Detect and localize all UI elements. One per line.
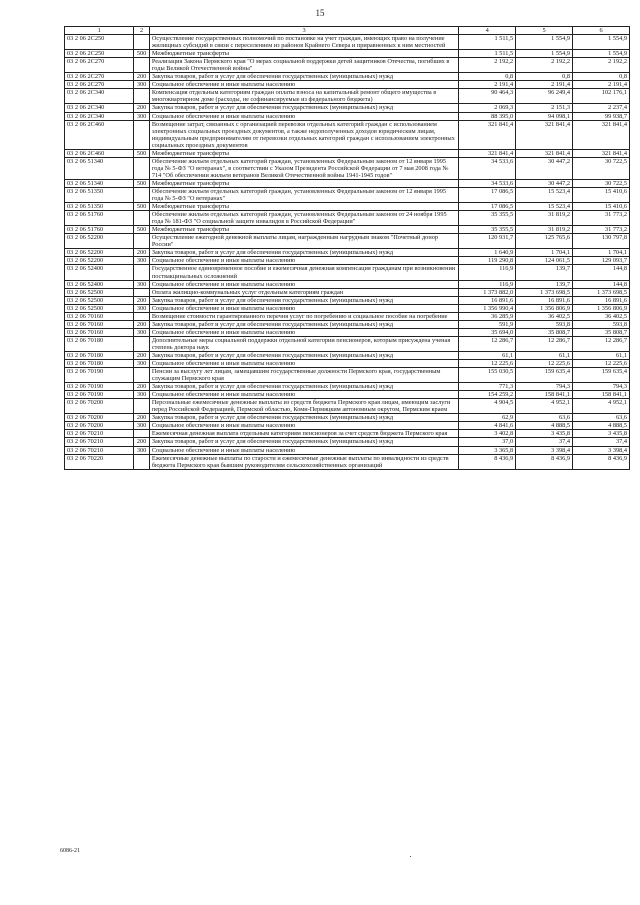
- cell-code: 03 2 06 52500: [65, 296, 134, 304]
- table-header-row: [65, 27, 630, 35]
- cell-name: Межбюджетные трансферты: [149, 50, 458, 58]
- cell-value-year3: 15 410,6: [573, 187, 630, 202]
- cell-expense-type: [134, 35, 150, 50]
- cell-value-year1: 120 931,7: [459, 234, 516, 249]
- cell-value-year1: 17 086,5: [459, 203, 516, 211]
- cell-value-year3: 1 554,9: [573, 50, 630, 58]
- cell-value-year2: 12 286,7: [516, 336, 573, 351]
- cell-code: 03 2 06 2C250: [65, 50, 134, 58]
- cell-name: Социальное обеспечение и иные выплаты населению: [149, 360, 458, 368]
- cell-value-year2: 1 373 698,5: [516, 288, 573, 296]
- cell-value-year1: 37,0: [459, 438, 516, 446]
- cell-value-year1: 36 285,9: [459, 312, 516, 320]
- cell-value-year3: 158 841,1: [573, 391, 630, 399]
- cell-name: Осуществление ежегодной денежной выплаты лицам, награжденным нагрудным знаком "Почетный донор России": [149, 234, 458, 249]
- cell-value-year3: 36 402,5: [573, 312, 630, 320]
- cell-name: Осуществление государственных полномочий по постановке на учет граждан, имеющих право на получение жилищных субсидий в связи с переселением из районов Крайнего Севера и приравненных к ним местностей: [149, 35, 458, 50]
- cell-code: 03 2 06 70220: [65, 454, 134, 469]
- cell-value-year3: 1 373 698,5: [573, 288, 630, 296]
- cell-value-year3: 2 191,4: [573, 81, 630, 89]
- cell-value-year3: 2 192,2: [573, 58, 630, 73]
- cell-value-year1: 34 533,6: [459, 179, 516, 187]
- cell-value-year2: 15 523,4: [516, 203, 573, 211]
- cell-expense-type: 200: [134, 351, 150, 359]
- table-row: [65, 149, 630, 157]
- cell-expense-type: 300: [134, 446, 150, 454]
- header-col-2: 2: [134, 27, 150, 35]
- cell-value-year2: 31 819,2: [516, 211, 573, 226]
- cell-name: Дополнительные меры социальной поддержки отдельной категории пенсионеров, которым присуждена ученая степень доктора наук: [149, 336, 458, 351]
- table-row: [65, 430, 630, 438]
- cell-expense-type: 300: [134, 391, 150, 399]
- cell-value-year3: 99 938,7: [573, 112, 630, 120]
- cell-expense-type: [134, 368, 150, 383]
- cell-value-year2: 4 952,1: [516, 399, 573, 414]
- cell-name: Обеспечение жильем отдельных категорий граждан, установленных Федеральным законом от 24 ноября 1995 года № 181-ФЗ "О социальной защите инвалидов в Российской Федерации": [149, 211, 458, 226]
- cell-value-year3: 2 237,4: [573, 104, 630, 112]
- cell-expense-type: 200: [134, 414, 150, 422]
- cell-name: Обеспечение жильем отдельных категорий граждан, установленных Федеральным законом от 12 января 1995 года № 5-ФЗ "О ветеранах": [149, 187, 458, 202]
- cell-value-year3: 4 888,5: [573, 422, 630, 430]
- cell-value-year1: 34 533,6: [459, 157, 516, 179]
- cell-value-year1: 61,1: [459, 351, 516, 359]
- cell-name: Закупка товаров, работ и услуг для обеспечения государственных (муниципальных) нужд: [149, 249, 458, 257]
- cell-value-year2: 63,6: [516, 414, 573, 422]
- cell-name: Реализация Закона Пермского края "О мерах социальной поддержки детей защитников Отечества, погибших в годы Великой Отечественной войны": [149, 58, 458, 73]
- cell-value-year1: 155 030,5: [459, 368, 516, 383]
- table-row: [65, 351, 630, 359]
- cell-code: 03 2 06 2C270: [65, 58, 134, 73]
- cell-value-year1: 1 640,9: [459, 249, 516, 257]
- cell-code: 03 2 06 2C270: [65, 81, 134, 89]
- table-row: [65, 226, 630, 234]
- cell-value-year1: 321 841,4: [459, 149, 516, 157]
- table-row: [65, 438, 630, 446]
- cell-expense-type: [134, 187, 150, 202]
- table-row: [65, 399, 630, 414]
- cell-name: Социальное обеспечение и иные выплаты населению: [149, 81, 458, 89]
- cell-value-year1: 17 086,5: [459, 187, 516, 202]
- cell-value-year1: 16 891,6: [459, 296, 516, 304]
- cell-value-year2: 8 436,9: [516, 454, 573, 469]
- table-row: [65, 360, 630, 368]
- cell-name: Закупка товаров, работ и услуг для обеспечения государственных (муниципальных) нужд: [149, 383, 458, 391]
- table-row: [65, 81, 630, 89]
- header-col-6: 6: [573, 27, 630, 35]
- cell-name: Социальное обеспечение и иные выплаты населению: [149, 304, 458, 312]
- cell-value-year3: 4 952,1: [573, 399, 630, 414]
- cell-value-year2: 2 151,3: [516, 104, 573, 112]
- cell-name: Социальное обеспечение и иные выплаты населению: [149, 257, 458, 265]
- cell-value-year3: 61,1: [573, 351, 630, 359]
- cell-name: Закупка товаров, работ и услуг для обеспечения государственных (муниципальных) нужд: [149, 414, 458, 422]
- table-row: [65, 179, 630, 187]
- footer-mark: 6086-21: [60, 848, 80, 854]
- table-row: [65, 454, 630, 469]
- cell-value-year3: 593,8: [573, 320, 630, 328]
- cell-expense-type: 500: [134, 203, 150, 211]
- cell-expense-type: 200: [134, 249, 150, 257]
- cell-name: Социальное обеспечение и иные выплаты населению: [149, 446, 458, 454]
- cell-value-year3: 37,4: [573, 438, 630, 446]
- table-row: [65, 328, 630, 336]
- cell-expense-type: [134, 399, 150, 414]
- table-body: [65, 35, 630, 470]
- cell-value-year1: 119 290,8: [459, 257, 516, 265]
- cell-name: Пенсии за выслугу лет лицам, замещавшим государственные должности Пермского края, государственным служащим Пермского края: [149, 368, 458, 383]
- cell-expense-type: 300: [134, 257, 150, 265]
- cell-expense-type: [134, 58, 150, 73]
- table-row: [65, 257, 630, 265]
- cell-value-year1: 116,9: [459, 265, 516, 280]
- table-row: [65, 383, 630, 391]
- cell-name: Закупка товаров, работ и услуг для обеспечения государственных (муниципальных) нужд: [149, 351, 458, 359]
- cell-value-year2: 1 554,9: [516, 35, 573, 50]
- cell-value-year2: 15 523,4: [516, 187, 573, 202]
- cell-code: 03 2 06 70180: [65, 336, 134, 351]
- cell-name: Государственное единовременное пособие и ежемесячная денежная компенсация гражданам при возникновении поствакцинальных осложнений: [149, 265, 458, 280]
- cell-value-year1: 2 069,3: [459, 104, 516, 112]
- table-row: [65, 211, 630, 226]
- cell-value-year1: 591,9: [459, 320, 516, 328]
- cell-value-year3: 3 398,4: [573, 446, 630, 454]
- cell-code: 03 2 06 2C340: [65, 104, 134, 112]
- cell-code: 03 2 06 52500: [65, 304, 134, 312]
- cell-code: 03 2 06 52200: [65, 249, 134, 257]
- cell-value-year3: 1 704,1: [573, 249, 630, 257]
- cell-code: 03 2 06 2C460: [65, 120, 134, 149]
- cell-value-year2: 96 249,4: [516, 89, 573, 104]
- cell-value-year3: 30 722,5: [573, 179, 630, 187]
- table-row: [65, 312, 630, 320]
- table-row: [65, 414, 630, 422]
- cell-expense-type: 500: [134, 179, 150, 187]
- cell-name: Персональные ежемесячные денежные выплаты из средств бюджета Пермского края лицам, имеющим заслуги перед Российской Федерацией, Пермской областью, Коми-Пермяцким автономным округом, Пермским краем: [149, 399, 458, 414]
- cell-value-year3: 130 797,8: [573, 234, 630, 249]
- table-row: [65, 391, 630, 399]
- cell-code: 03 2 06 70210: [65, 446, 134, 454]
- cell-value-year1: 8 436,9: [459, 454, 516, 469]
- table-row: [65, 50, 630, 58]
- cell-expense-type: [134, 211, 150, 226]
- cell-code: 03 2 06 2C270: [65, 73, 134, 81]
- cell-code: 03 2 06 51760: [65, 226, 134, 234]
- cell-value-year3: 129 093,7: [573, 257, 630, 265]
- table-row: [65, 120, 630, 149]
- cell-code: 03 2 06 2C340: [65, 112, 134, 120]
- cell-expense-type: 200: [134, 296, 150, 304]
- cell-value-year1: 321 841,4: [459, 120, 516, 149]
- cell-value-year3: 1 356 806,9: [573, 304, 630, 312]
- cell-name: Закупка товаров, работ и услуг для обеспечения государственных (муниципальных) нужд: [149, 296, 458, 304]
- cell-code: 03 2 06 70200: [65, 422, 134, 430]
- cell-code: 03 2 06 51350: [65, 187, 134, 202]
- cell-value-year2: 1 554,9: [516, 50, 573, 58]
- table-row: [65, 58, 630, 73]
- cell-value-year3: 159 635,4: [573, 368, 630, 383]
- cell-value-year1: 1 511,5: [459, 35, 516, 50]
- cell-code: 03 2 06 70190: [65, 383, 134, 391]
- cell-value-year1: 4 841,6: [459, 422, 516, 430]
- cell-value-year2: 1 356 806,9: [516, 304, 573, 312]
- cell-code: 03 2 06 70160: [65, 328, 134, 336]
- cell-value-year3: 0,8: [573, 73, 630, 81]
- cell-value-year3: 1 554,9: [573, 35, 630, 50]
- cell-expense-type: [134, 234, 150, 249]
- cell-code: 03 2 06 51340: [65, 179, 134, 187]
- table-row: [65, 157, 630, 179]
- cell-value-year3: 3 435,8: [573, 430, 630, 438]
- cell-expense-type: [134, 89, 150, 104]
- cell-value-year2: 30 447,2: [516, 157, 573, 179]
- cell-code: 03 2 06 2C460: [65, 149, 134, 157]
- cell-value-year2: 37,4: [516, 438, 573, 446]
- cell-name: Социальное обеспечение и иные выплаты населению: [149, 112, 458, 120]
- cell-expense-type: [134, 430, 150, 438]
- table-row: [65, 336, 630, 351]
- cell-expense-type: [134, 265, 150, 280]
- cell-value-year2: 139,7: [516, 265, 573, 280]
- cell-code: 03 2 06 70200: [65, 399, 134, 414]
- table-row: [65, 288, 630, 296]
- cell-value-year2: 4 888,5: [516, 422, 573, 430]
- cell-expense-type: 300: [134, 422, 150, 430]
- cell-value-year1: 3 365,8: [459, 446, 516, 454]
- cell-value-year1: 0,8: [459, 73, 516, 81]
- cell-name: Социальное обеспечение и иные выплаты населению: [149, 280, 458, 288]
- cell-code: 03 2 06 70210: [65, 430, 134, 438]
- cell-code: 03 2 06 52200: [65, 234, 134, 249]
- cell-name: Ежемесячная денежная выплата отдельным категориям пенсионеров за счет средств бюджета Пермского края: [149, 430, 458, 438]
- cell-expense-type: 200: [134, 73, 150, 81]
- cell-name: Закупка товаров, работ и услуг для обеспечения государственных (муниципальных) нужд: [149, 320, 458, 328]
- table-row: [65, 320, 630, 328]
- cell-name: Обеспечение жильем отдельных категорий граждан, установленных Федеральным законом от 12 января 1995 года № 5-ФЗ "О ветеранах", в соответствии с Указом Президента Российской Федерации от 7 мая 2008 года № 714 "Об обеспечении жильем ветеранов Великой Отечественной войны 1941-1945 годов": [149, 157, 458, 179]
- cell-value-year3: 321 841,4: [573, 120, 630, 149]
- cell-value-year3: 144,8: [573, 265, 630, 280]
- cell-value-year2: 794,3: [516, 383, 573, 391]
- cell-value-year2: 61,1: [516, 351, 573, 359]
- cell-expense-type: [134, 312, 150, 320]
- cell-name: Межбюджетные трансферты: [149, 179, 458, 187]
- cell-expense-type: 300: [134, 112, 150, 120]
- cell-expense-type: [134, 336, 150, 351]
- cell-value-year2: 139,7: [516, 280, 573, 288]
- table-row: [65, 304, 630, 312]
- cell-value-year2: 321 841,4: [516, 120, 573, 149]
- cell-code: 03 2 06 52400: [65, 280, 134, 288]
- table-row: [65, 446, 630, 454]
- cell-expense-type: 500: [134, 50, 150, 58]
- cell-value-year1: 90 464,3: [459, 89, 516, 104]
- cell-value-year1: 771,3: [459, 383, 516, 391]
- cell-value-year3: 63,6: [573, 414, 630, 422]
- cell-value-year2: 30 447,2: [516, 179, 573, 187]
- cell-name: Социальное обеспечение и иные выплаты населению: [149, 391, 458, 399]
- cell-name: Возмещение затрат, связанных с организацией перевозки отдельных категорий граждан с использованием электронных социальных проездных документов, а также недополученных доходов юридическим лицам, индивидуальным предпринимателям от перевозки отдельных категорий граждан с использованием электронных социальных проездных документов: [149, 120, 458, 149]
- cell-code: 03 2 06 51340: [65, 157, 134, 179]
- cell-value-year2: 94 098,1: [516, 112, 573, 120]
- cell-value-year3: 35 808,7: [573, 328, 630, 336]
- cell-code: 03 2 06 70160: [65, 320, 134, 328]
- cell-code: 03 2 06 70210: [65, 438, 134, 446]
- page-number: 15: [315, 8, 325, 18]
- table-row: [65, 280, 630, 288]
- cell-value-year2: 31 819,2: [516, 226, 573, 234]
- cell-expense-type: 300: [134, 304, 150, 312]
- cell-expense-type: 300: [134, 81, 150, 89]
- scan-dot: [410, 856, 411, 857]
- cell-code: 03 2 06 70190: [65, 391, 134, 399]
- cell-value-year3: 15 410,6: [573, 203, 630, 211]
- table-row: [65, 187, 630, 202]
- cell-value-year2: 2 192,2: [516, 58, 573, 73]
- cell-expense-type: [134, 120, 150, 149]
- cell-value-year1: 1 511,5: [459, 50, 516, 58]
- cell-value-year2: 125 765,6: [516, 234, 573, 249]
- cell-value-year1: 2 192,2: [459, 58, 516, 73]
- cell-value-year1: 4 904,5: [459, 399, 516, 414]
- cell-value-year3: 12 286,7: [573, 336, 630, 351]
- cell-value-year2: 3 435,8: [516, 430, 573, 438]
- cell-name: Ежемесячные денежные выплаты по старости и ежемесячные денежные выплаты по инвалидности из средств бюджета Пермского края бывшим руководителям сельскохозяйственных организаций: [149, 454, 458, 469]
- cell-value-year1: 12 286,7: [459, 336, 516, 351]
- cell-expense-type: [134, 288, 150, 296]
- cell-name: Межбюджетные трансферты: [149, 226, 458, 234]
- cell-value-year2: 3 398,4: [516, 446, 573, 454]
- cell-value-year1: 116,9: [459, 280, 516, 288]
- cell-value-year2: 159 635,4: [516, 368, 573, 383]
- cell-name: Социальное обеспечение и иные выплаты населению: [149, 422, 458, 430]
- cell-expense-type: 200: [134, 320, 150, 328]
- header-col-4: 4: [459, 27, 516, 35]
- cell-value-year1: 35 355,5: [459, 211, 516, 226]
- cell-value-year1: 62,9: [459, 414, 516, 422]
- cell-code: 03 2 06 70160: [65, 312, 134, 320]
- cell-value-year1: 2 191,4: [459, 81, 516, 89]
- cell-value-year3: 30 722,5: [573, 157, 630, 179]
- cell-value-year3: 321 841,4: [573, 149, 630, 157]
- cell-name: Межбюджетные трансферты: [149, 149, 458, 157]
- cell-expense-type: 200: [134, 104, 150, 112]
- cell-name: Закупка товаров, работ и услуг для обеспечения государственных (муниципальных) нужд: [149, 73, 458, 81]
- cell-value-year3: 31 773,2: [573, 211, 630, 226]
- cell-name: Оплата жилищно-коммунальных услуг отдельным категориям граждан: [149, 288, 458, 296]
- cell-value-year1: 154 259,2: [459, 391, 516, 399]
- cell-value-year1: 35 694,0: [459, 328, 516, 336]
- cell-value-year2: 1 704,1: [516, 249, 573, 257]
- cell-value-year3: 16 891,6: [573, 296, 630, 304]
- cell-value-year3: 794,3: [573, 383, 630, 391]
- cell-expense-type: 200: [134, 383, 150, 391]
- cell-name: Возмещение стоимости гарантированного перечня услуг по погребению и социальное пособие на погребение: [149, 312, 458, 320]
- cell-value-year2: 2 191,4: [516, 81, 573, 89]
- cell-value-year2: 36 402,5: [516, 312, 573, 320]
- table-row: [65, 203, 630, 211]
- cell-code: 03 2 06 70180: [65, 351, 134, 359]
- cell-value-year1: 12 225,6: [459, 360, 516, 368]
- table-row: [65, 265, 630, 280]
- table-row: [65, 104, 630, 112]
- table-row: [65, 73, 630, 81]
- budget-table: [64, 26, 630, 470]
- table-row: [65, 249, 630, 257]
- cell-code: 03 2 06 2C250: [65, 35, 134, 50]
- cell-value-year3: 102 176,1: [573, 89, 630, 104]
- table-row: [65, 234, 630, 249]
- cell-value-year2: 16 891,6: [516, 296, 573, 304]
- cell-value-year3: 12 225,6: [573, 360, 630, 368]
- cell-value-year2: 321 841,4: [516, 149, 573, 157]
- header-col-3: 3: [149, 27, 458, 35]
- table-row: [65, 422, 630, 430]
- cell-code: 03 2 06 51760: [65, 211, 134, 226]
- cell-value-year3: 144,8: [573, 280, 630, 288]
- table-row: [65, 35, 630, 50]
- cell-value-year2: 12 225,6: [516, 360, 573, 368]
- cell-code: 03 2 06 70180: [65, 360, 134, 368]
- cell-value-year1: 88 395,0: [459, 112, 516, 120]
- cell-value-year3: 31 773,2: [573, 226, 630, 234]
- cell-expense-type: 200: [134, 438, 150, 446]
- cell-value-year1: 35 355,5: [459, 226, 516, 234]
- cell-value-year1: 1 373 882,0: [459, 288, 516, 296]
- cell-name: Компенсация отдельным категориям граждан оплаты взноса на капитальный ремонт общего имущества в многоквартирном доме (расходы, не софинансируемые из федерального бюджета): [149, 89, 458, 104]
- cell-code: 03 2 06 52200: [65, 257, 134, 265]
- cell-name: Закупка товаров, работ и услуг для обеспечения государственных (муниципальных) нужд: [149, 104, 458, 112]
- header-col-5: 5: [516, 27, 573, 35]
- cell-expense-type: 500: [134, 226, 150, 234]
- cell-code: 03 2 06 70190: [65, 368, 134, 383]
- cell-name: Закупка товаров, работ и услуг для обеспечения государственных (муниципальных) нужд: [149, 438, 458, 446]
- cell-code: 03 2 06 2C340: [65, 89, 134, 104]
- cell-expense-type: 300: [134, 280, 150, 288]
- cell-name: Межбюджетные трансферты: [149, 203, 458, 211]
- table-row: [65, 296, 630, 304]
- table-row: [65, 368, 630, 383]
- cell-name: Социальное обеспечение и иные выплаты населению: [149, 328, 458, 336]
- cell-code: 03 2 06 52500: [65, 288, 134, 296]
- cell-code: 03 2 06 52400: [65, 265, 134, 280]
- cell-code: 03 2 06 70200: [65, 414, 134, 422]
- cell-expense-type: [134, 157, 150, 179]
- cell-value-year2: 35 808,7: [516, 328, 573, 336]
- cell-expense-type: 500: [134, 149, 150, 157]
- cell-value-year1: 3 402,8: [459, 430, 516, 438]
- table-row: [65, 112, 630, 120]
- table-row: [65, 89, 630, 104]
- cell-code: 03 2 06 51350: [65, 203, 134, 211]
- cell-value-year2: 158 841,1: [516, 391, 573, 399]
- cell-value-year1: 1 356 990,4: [459, 304, 516, 312]
- header-col-1: 1: [65, 27, 134, 35]
- cell-value-year3: 8 436,9: [573, 454, 630, 469]
- cell-expense-type: 300: [134, 328, 150, 336]
- cell-value-year2: 593,8: [516, 320, 573, 328]
- cell-expense-type: [134, 454, 150, 469]
- cell-expense-type: 300: [134, 360, 150, 368]
- cell-value-year2: 124 061,5: [516, 257, 573, 265]
- cell-value-year2: 0,8: [516, 73, 573, 81]
